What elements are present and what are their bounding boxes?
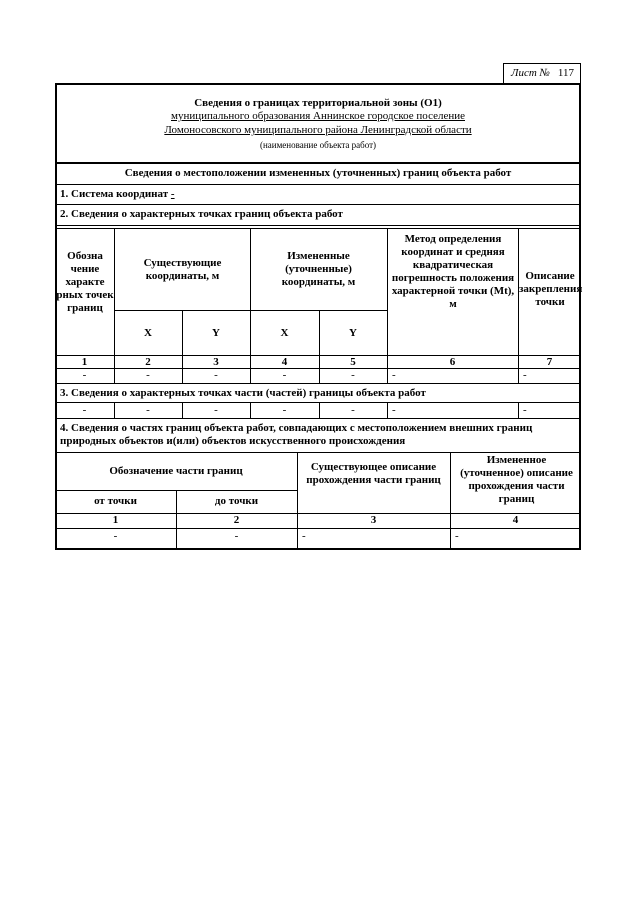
table-cell: -	[523, 369, 527, 381]
column-number: 3	[370, 514, 377, 526]
divider	[55, 418, 581, 419]
divider	[55, 225, 581, 226]
method-header: Метод определения координат и средняя квадратическая погрешность положения характерной точки (Mt), м	[391, 233, 515, 310]
object-caption: (наименование объекта работ)	[259, 140, 377, 150]
column-number: 4	[281, 356, 288, 368]
table-cell: -	[82, 369, 87, 381]
divider	[55, 452, 581, 453]
coordinate-system-row	[60, 188, 175, 201]
col-divider	[297, 452, 298, 550]
x-changed-header: X	[280, 327, 289, 339]
section3-title: 3. Сведения о характерных точках части (частей) границы объекта работ	[60, 387, 426, 399]
to-point-header: до точки	[214, 495, 259, 507]
table-cell: -	[234, 530, 239, 542]
table-cell: -	[392, 369, 396, 381]
divider	[55, 162, 581, 164]
sheet-number-box	[503, 63, 581, 83]
table-cell: -	[351, 404, 355, 416]
main-section-title: Сведения о местоположении измененных (уточненных) границ объекта работ	[124, 167, 512, 179]
table-cell: -	[282, 369, 287, 381]
changed-coords-header: Измененные (уточненные) координаты, м	[281, 250, 356, 288]
column-number: 3	[213, 356, 219, 368]
existing-description-header: Существующее описание прохождения части границ	[306, 461, 441, 486]
divider	[55, 228, 581, 229]
table-cell: -	[113, 530, 118, 542]
sheet-label: Лист №	[511, 67, 550, 79]
column-number: 1	[81, 356, 88, 368]
divider	[55, 383, 581, 384]
column-number: 5	[350, 356, 356, 368]
section2-title: 2. Сведения о характерных точках границ объекта работ	[60, 208, 343, 220]
coordinate-system-label: 1. Система координат	[60, 188, 169, 200]
y-changed-header: Y	[349, 327, 357, 339]
column-number: 2	[233, 514, 240, 526]
column-number: 7	[546, 356, 553, 368]
table-cell: -	[455, 530, 459, 542]
table-cell: -	[282, 404, 287, 416]
column-number: 4	[512, 514, 519, 526]
table-cell: -	[214, 404, 218, 416]
column-number: 6	[449, 356, 456, 368]
column-number: 2	[145, 356, 151, 368]
divider	[55, 402, 581, 403]
table-cell: -	[146, 404, 150, 416]
col-divider	[387, 402, 388, 418]
col-divider	[450, 452, 451, 550]
changed-description-header: Измененное (уточненное) описание прохождения части границ	[460, 454, 573, 505]
col-divider	[518, 402, 519, 418]
table-cell: -	[214, 369, 218, 381]
x-existing-header: X	[144, 327, 152, 339]
municipality-line: муниципального образования Аннинское городское поселение	[171, 110, 465, 122]
y-existing-header: Y	[212, 327, 220, 339]
table-cell: -	[523, 404, 527, 416]
table-cell: -	[392, 404, 396, 416]
section4-title: 4. Сведения о частях границ объекта работ, совпадающих с местоположением внешних границ природных объектов и(или) объектов искусственного происхождения	[60, 422, 533, 447]
divider	[55, 184, 581, 185]
description-header: Описание закрепления точки	[519, 270, 583, 308]
part-header: Обозначение части границ	[109, 465, 243, 477]
divider	[55, 204, 581, 205]
table-cell: -	[302, 530, 306, 542]
point-header: Обозна чение характе рных точек границ	[56, 250, 114, 314]
column-number: 1	[112, 514, 119, 526]
sheet-number: 117	[557, 67, 574, 79]
table-cell: -	[351, 369, 355, 381]
existing-coords-header: Существующие координаты, м	[143, 257, 222, 282]
coordinate-system-value: -	[170, 188, 175, 200]
table-cell: -	[82, 404, 87, 416]
from-point-header: от точки	[94, 495, 137, 507]
divider	[55, 528, 581, 529]
zone-title: Сведения о границах территориальной зоны (О1)	[194, 97, 442, 109]
district-line: Ломоносовского муниципального района Ленинградской области	[164, 124, 472, 136]
table-cell: -	[146, 369, 150, 381]
